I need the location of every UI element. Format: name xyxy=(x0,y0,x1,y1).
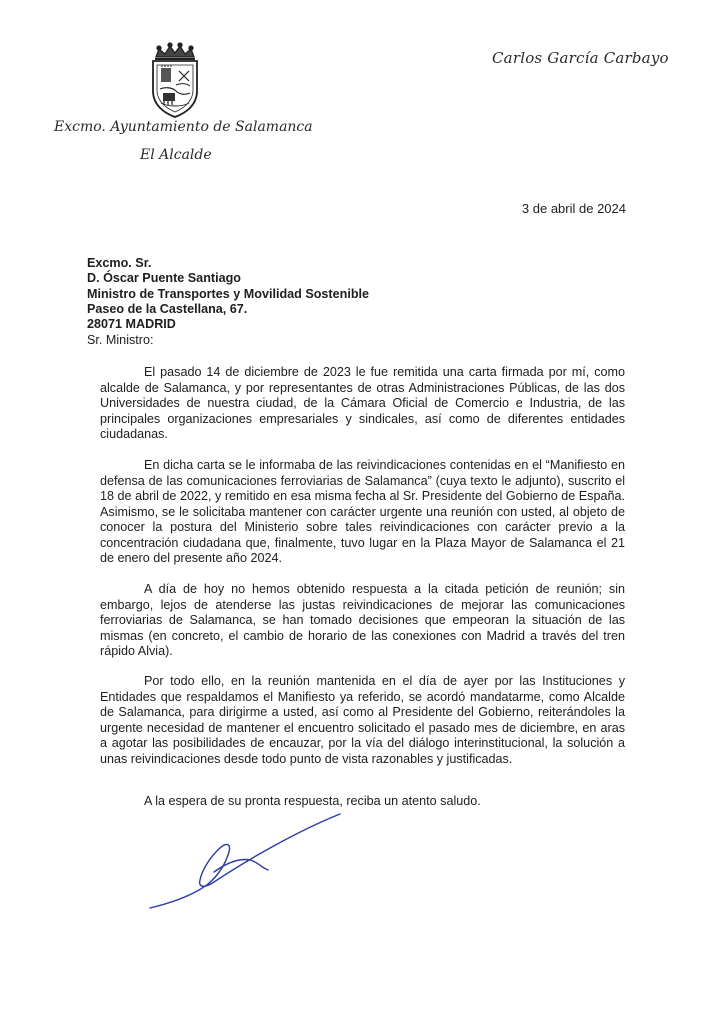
coat-of-arms-icon xyxy=(146,41,204,119)
addressee-position: Ministro de Transportes y Movilidad Sostenible xyxy=(87,286,370,301)
body-paragraph xyxy=(100,458,625,567)
addressee-street: Paseo de la Castellana, 67. xyxy=(87,301,248,316)
addressee-name: D. Óscar Puente Santiago xyxy=(87,271,241,286)
paragraph-text: A día de hoy no hemos obtenido respuesta a la citada petición de reunión; sin embargo, lejos de atenderse las justas reivindicaciones de mejorar las comunicaciones ferroviarias de Salamanca, se han tomado decisiones que empeoran la situación de las mismas (en concreto, el cambio de horario de las conexiones con Madrid a través del tren rápido Alvia). xyxy=(100,582,625,658)
salutation: Sr. Ministro: xyxy=(87,333,154,347)
paragraph-text: En dicha carta se le informaba de las reivindicaciones contenidas en el “Manifiesto en defensa de las comunicaciones ferroviarias de Salamanca” (cuya texto le adjunto), suscrito el 18 de abril de 2022, y remitido en esa misma fecha al Sr. Presidente del Gobierno de España. Asimismo, se le solicitaba mantener con carácter urgente una reunión con usted, al objeto de conocer la postura del Ministerio sobre tales reivindicaciones con carácter previo a la concentración ciudadana que, finalmente, tuvo lugar en la Plaza Mayor de Salamanca el 21 de enero del presente año 2024. xyxy=(100,458,625,565)
body-paragraph xyxy=(100,674,625,767)
letter-date: 3 de abril de 2024 xyxy=(521,201,626,216)
council-name: Excmo. Ayuntamiento de Salamanca xyxy=(54,119,313,135)
paragraph-text: El pasado 14 de diciembre de 2023 le fue remitida una carta firmada por mí, como alcalde de Salamanca, y por representantes de otras Administraciones Públicas, de las dos Universidades de nuestra ciudad, de la Cámara Oficial de Comercio e Industria, de las principales organizaciones empresariales y sindicales, así como de diferentes entidades ciudadanas. xyxy=(100,365,625,441)
mayor-name-heading: Carlos García Carbayo xyxy=(492,49,669,67)
mayor-title: El Alcalde xyxy=(140,147,212,163)
handwritten-signature xyxy=(130,800,430,920)
paragraph-text: Por todo ello, en la reunión mantenida en el día de ayer por las Instituciones y Entidades que respaldamos el Manifiesto ya referido, se acordó mandatarme, como Alcalde de Salamanca, para dirigirme a usted, así como al Presidente del Gobierno, reiterándoles la urgente necesidad de mantener el encuentro solicitado el pasado mes de diciembre, en aras a agotar las posibilidades de encauzar, por la vía del diálogo interinstitucional, la solución a unas reivindicaciones desde todo punto de vista razonables y justificadas. xyxy=(100,674,625,766)
addressee-block xyxy=(87,256,369,332)
closing-line: A la espera de su pronta respuesta, reciba un atento saludo. xyxy=(144,794,481,808)
addressee-city: 28071 MADRID xyxy=(87,317,176,332)
body-paragraph xyxy=(100,365,625,443)
addressee-honorific: Excmo. Sr. xyxy=(87,256,152,270)
body-paragraph xyxy=(100,582,625,660)
